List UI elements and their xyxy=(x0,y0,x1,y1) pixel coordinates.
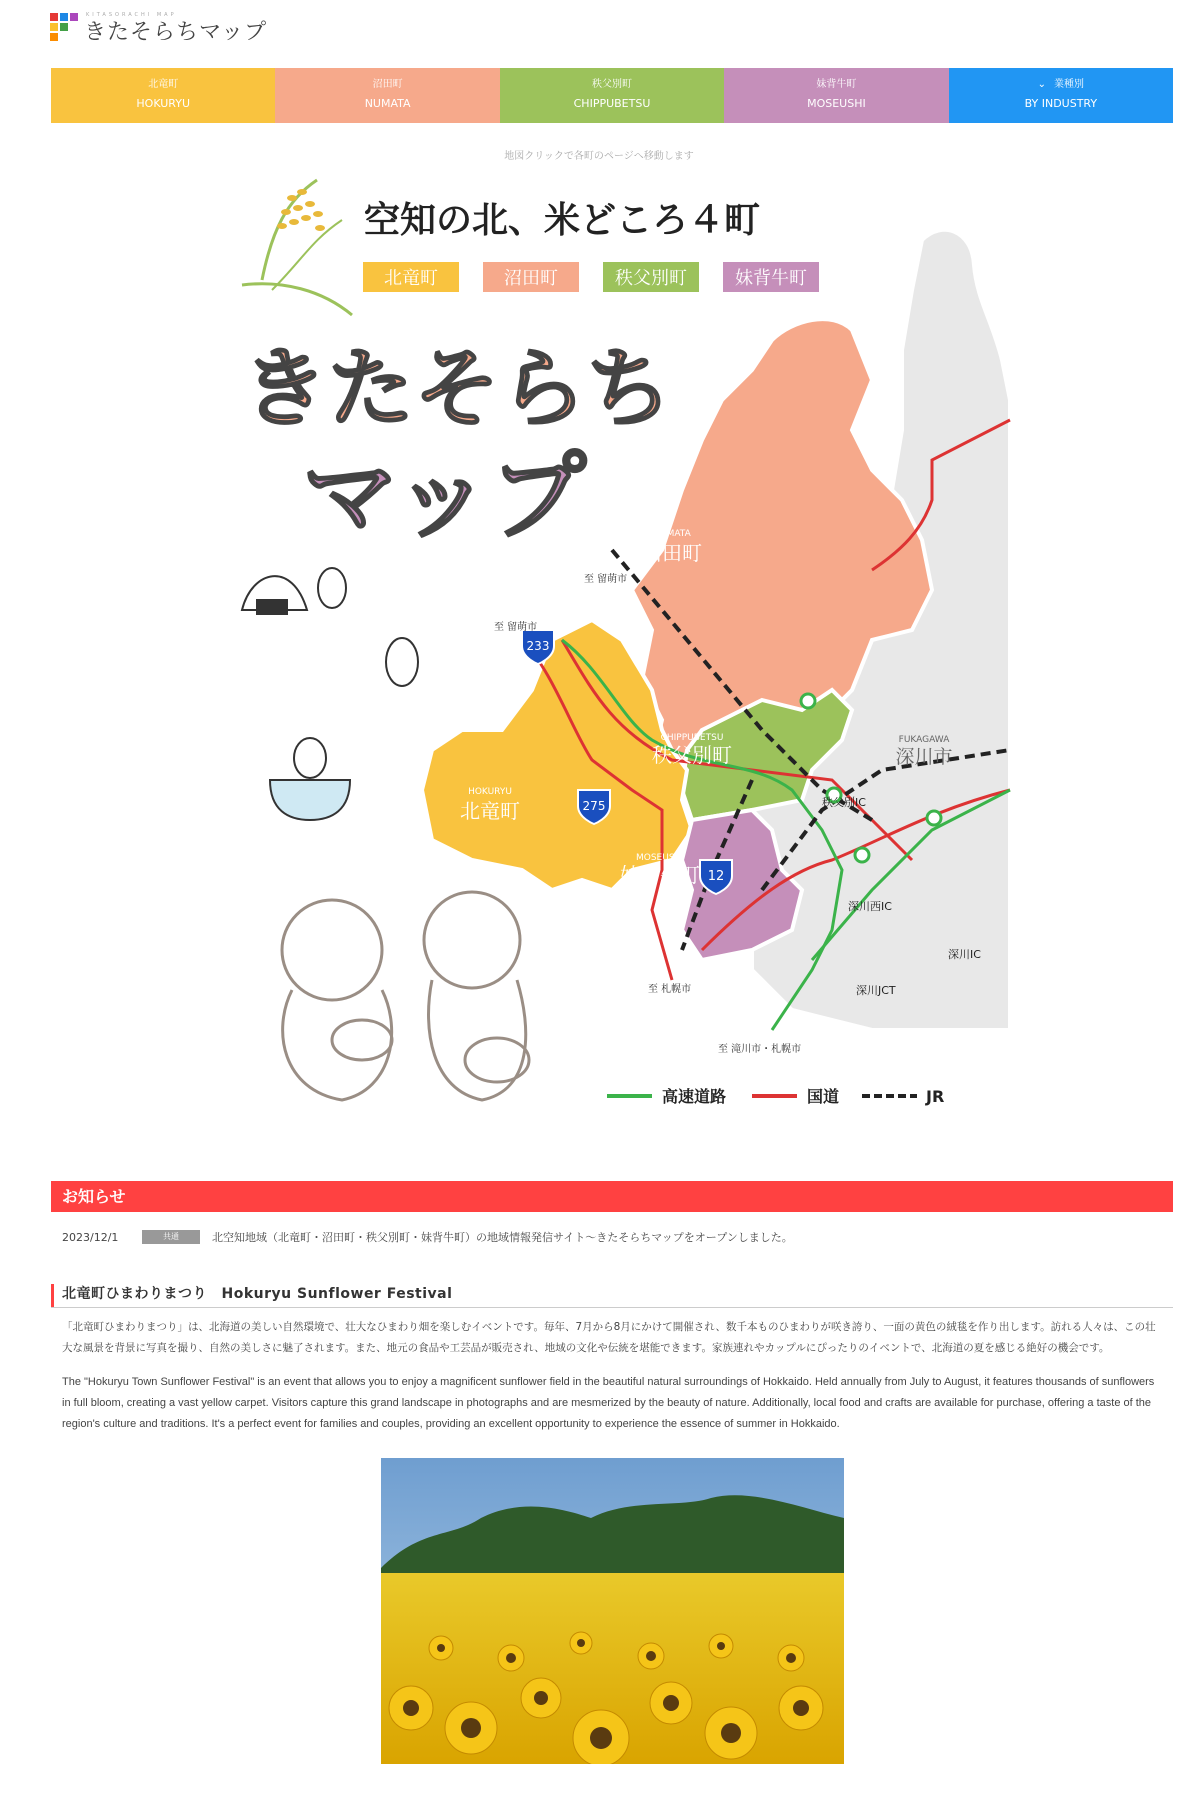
article-divider xyxy=(51,1307,1173,1308)
article-body-en: The "Hokuryu Town Sunflower Festival" is an event that allows you to enjoy a magnificent sunflower field in the beautiful natural surroundings of Hokkaido. Held annually from July to August, it features thousands of sunflowers in full bloom, creating a vast yellow carpet. Visitors capture this grand landscape in photographs and are mesmerized by the beauty of nature. Additionally, local food and crafts are available for purchase, offering a taste of the region's culture and traditions. It's a perfect event for families and couples, providing an excellent opportunity to experience the essence of summer in Hokkaido. xyxy=(62,1376,1155,1430)
hokuryu-jp-label: 北竜町 xyxy=(460,799,520,823)
numata-en-label: NUMATA xyxy=(653,529,691,539)
news-item[interactable] xyxy=(62,1229,793,1245)
route-275-label: 275 xyxy=(582,799,606,813)
legend-expressway: 高速道路 xyxy=(662,1087,727,1106)
news-heading: お知らせ xyxy=(51,1181,1173,1212)
news-category-badge: 共通 xyxy=(142,1230,200,1244)
rice-grain-character-icon xyxy=(386,638,418,686)
nav-label-jp: 業種別 xyxy=(1054,78,1085,90)
rice-stalk-icon xyxy=(242,180,352,315)
fukagawa-en-label: FUKAGAWA xyxy=(898,735,950,745)
logo-text: きたそらちマップ xyxy=(84,19,268,45)
route-233-label: 233 xyxy=(526,639,550,653)
news-text[interactable]: 北空知地域（北竜町・沼田町・秩父別町・妹背牛町）の地域情報発信サイト～きたそらちマップをオープンしました。 xyxy=(212,1231,793,1244)
nav-label-en: MOSEUSHI xyxy=(807,96,866,110)
hokuryu-en-label: HOKURYU xyxy=(468,787,512,797)
rumoi-label: 至 留萌市 xyxy=(494,622,538,633)
legend-jr: JR xyxy=(926,1087,945,1106)
nav-by-industry[interactable] xyxy=(949,68,1173,123)
fukagawanishi-ic-label: 深川西IC xyxy=(848,900,892,913)
nav-moseushi[interactable] xyxy=(724,68,948,123)
nav-label-jp: 沼田町 xyxy=(372,78,403,90)
chevron-down-icon: ⌄ xyxy=(1037,78,1047,90)
article-title: 北竜町ひまわりまつり Hokuryu Sunflower Festival xyxy=(51,1284,1173,1308)
nav-chippubetsu[interactable] xyxy=(500,68,724,123)
tag-hokuryu: 北竜町 xyxy=(384,268,438,289)
rice-ball-character-icon xyxy=(242,568,346,614)
logo-tagline: KITASORACHI MAP xyxy=(86,12,177,18)
rice-bowl-icon xyxy=(270,738,350,820)
town-nav xyxy=(51,68,1173,123)
sunflower-field-photo xyxy=(381,1458,844,1764)
fukagawa-jct-label: 深川JCT xyxy=(856,984,896,997)
tag-moseushi: 妹背牛町 xyxy=(735,268,807,289)
fukagawa-ic-label: 深川IC xyxy=(948,948,981,961)
sapporo-label: 至 札幌市 xyxy=(648,984,692,995)
map-title-line1: きたそらち xyxy=(242,339,672,439)
nav-label-en: BY INDUSTRY xyxy=(1024,96,1098,110)
map-headline: 空知の北、米どころ４町 xyxy=(364,200,761,241)
chippubetsu-en-label: CHIPPUBETSU xyxy=(660,733,724,743)
fukagawa-jp-label: 深川市 xyxy=(895,746,953,768)
logo-mark-icon xyxy=(50,13,78,41)
family-illustration-icon xyxy=(282,892,529,1100)
takikawa-label: 至 滝川市・札幌市 xyxy=(718,1044,802,1055)
nav-numata[interactable] xyxy=(275,68,499,123)
numata-jp-label: 沼田町 xyxy=(642,541,702,565)
nav-label-en: NUMATA xyxy=(364,96,411,110)
rumoi-label: 至 留萌市 xyxy=(584,574,628,585)
nav-label-jp: 秩父別町 xyxy=(592,78,633,90)
tag-numata: 沼田町 xyxy=(504,268,558,289)
map-hint: 地図クリックで各町のページへ移動します xyxy=(504,151,694,162)
map-title-line2: マップ xyxy=(302,441,587,553)
nav-label-jp: 妹背牛町 xyxy=(816,78,857,90)
chippubetsu-ic-label: 秩父別IC xyxy=(822,796,866,809)
news-date: 2023/12/1 xyxy=(62,1230,119,1244)
route-12-label: 12 xyxy=(707,869,725,884)
article-body-jp: 「北竜町ひまわりまつり」は、北海道の美しい自然環境で、壮大なひまわり畑を楽しむイベントです。毎年、7月から8月にかけて開催され、数千本ものひまわりが咲き誇り、一面の黄色の絨毯を作り出します。訪れる人々は、この壮大な風景を背景に写真を撮り、自然の美しさに魅了されます。また、地元の食品や工芸品が販売され、地域の文化や伝統を堪能できます。家族連れやカップルにぴったりのイベントで、北海道の夏を感じる絶好の機会です。 xyxy=(62,1321,1156,1354)
tag-chippubetsu: 秩父別町 xyxy=(615,268,687,289)
nav-hokuryu[interactable] xyxy=(51,68,275,123)
nav-label-en: CHIPPUBETSU xyxy=(573,96,651,110)
kitasorachi-map xyxy=(232,170,1012,1130)
nav-label-jp: 北竜町 xyxy=(148,78,179,90)
legend-national-road: 国道 xyxy=(807,1087,840,1106)
moseushi-jp-label: 妹背牛町 xyxy=(620,863,700,887)
moseushi-en-label: MOSEUSHI xyxy=(636,853,684,863)
chippubetsu-jp-label: 秩父別町 xyxy=(652,743,732,767)
nav-label-en: HOKURYU xyxy=(136,96,190,110)
